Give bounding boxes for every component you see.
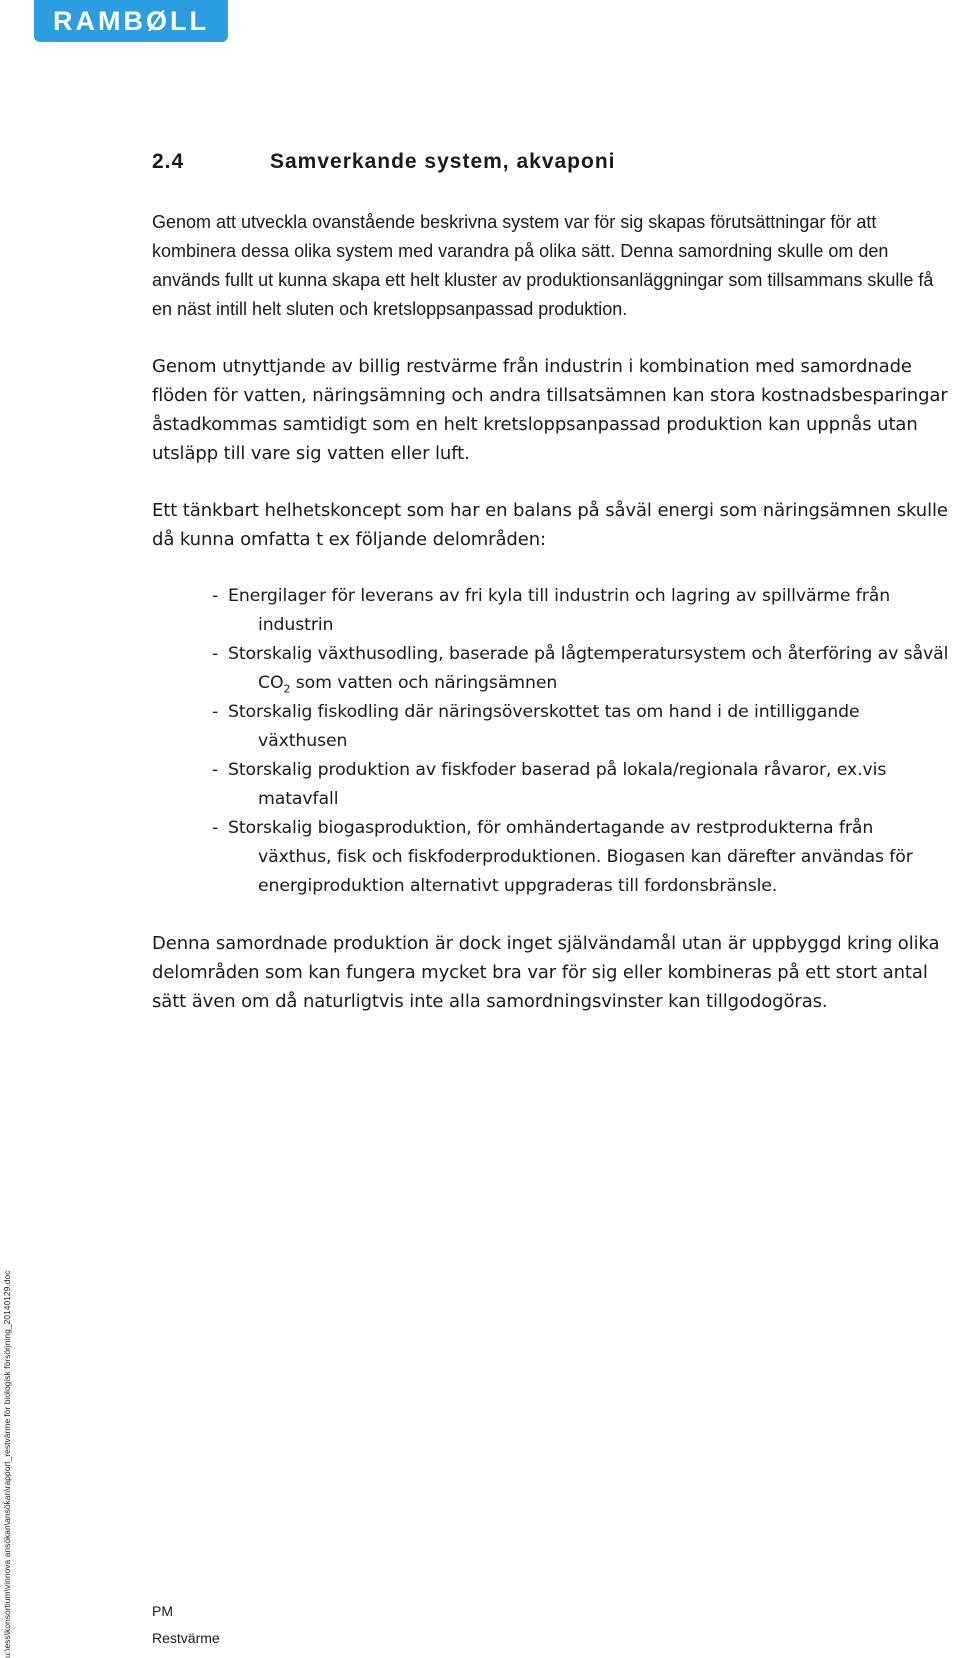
section-title: Samverkande system, akvaponi	[270, 150, 616, 173]
co2-subscript: 2	[283, 682, 291, 696]
document-body	[152, 150, 952, 1044]
file-path-margin: u:\ess\konsortium\vinnova ansökan\ansökan\rapport_restvärme för biologisk försörjning_20140129.doc	[2, 1270, 12, 1658]
list-item	[212, 814, 952, 901]
list-item-text: Storskalig produktion av fiskfoder baserad på lokala/regionala råvaror, ex.vis matavfall	[228, 760, 887, 809]
delomraden-list	[152, 582, 952, 901]
page-footer	[152, 1598, 220, 1652]
section-heading	[152, 150, 952, 174]
list-item-text: Storskalig fiskodling där näringsöverskottet tas om hand i de intilliggande växthusen	[228, 702, 860, 751]
list-dash: -	[212, 644, 219, 664]
footer-doc-type: PM	[152, 1603, 173, 1619]
list-item-text: Energilager för leverans av fri kyla till industrin och lagring av spillvärme från industrin	[228, 586, 891, 635]
paragraph-helhetskoncept: Ett tänkbart helhetskoncept som har en balans på såväl energi som näringsämnen skulle då kunna omfatta t ex följande delområden:	[152, 500, 948, 550]
list-item	[212, 640, 952, 698]
list-item-text: Storskalig växthusodling, baserade på lågtemperatursystem och återföring av såväl CO	[228, 644, 949, 693]
list-item	[212, 698, 952, 756]
paragraph-intro: Genom att utveckla ovanstående beskrivna system var för sig skapas förutsättningar för att kombinera dessa olika system med varandra på olika sätt. Denna samordning skulle om den används fullt ut kunna skapa ett helt kluster av produktionsanläggningar som tillsammans skulle få en näst intill helt sluten och kretsloppsanpassad produktion.	[152, 212, 934, 319]
footer-doc-title: Restvärme	[152, 1630, 220, 1646]
list-item-text-cont: som vatten och näringsämnen	[290, 673, 558, 693]
logo-text: RAMBØLL	[53, 5, 209, 36]
list-dash: -	[212, 702, 219, 722]
section-number: 2.4	[152, 150, 185, 173]
list-dash: -	[212, 760, 219, 780]
ramboll-logo	[34, 0, 228, 42]
paragraph-restvarme: Genom utnyttjande av billig restvärme från industrin i kombination med samordnade flöden för vatten, näringsämning och andra tillsatsämnen kan stora kostnadsbesparingar åstadkommas samtidigt som en helt kretsloppsanpassad produktion kan uppnås utan utsläpp till vare sig vatten eller luft.	[152, 356, 948, 464]
list-dash: -	[212, 586, 219, 606]
list-item-text: Storskalig biogasproduktion, för omhändertagande av restprodukterna från växthus, fisk och fiskfoderproduktionen. Biogasen kan därefter användas för energiproduktion alternativt uppgraderas till fordonsbränsle.	[228, 818, 913, 896]
list-dash: -	[212, 818, 219, 838]
list-item	[212, 582, 952, 640]
paragraph-closing: Denna samordnade produktion är dock inget självändamål utan är uppbyggd kring olika delområden som kan fungera mycket bra var för sig eller kombineras på ett stort antal sätt även om då naturligtvis inte alla samordningsvinster kan tillgodogöras.	[152, 933, 940, 1012]
list-item	[212, 756, 952, 814]
